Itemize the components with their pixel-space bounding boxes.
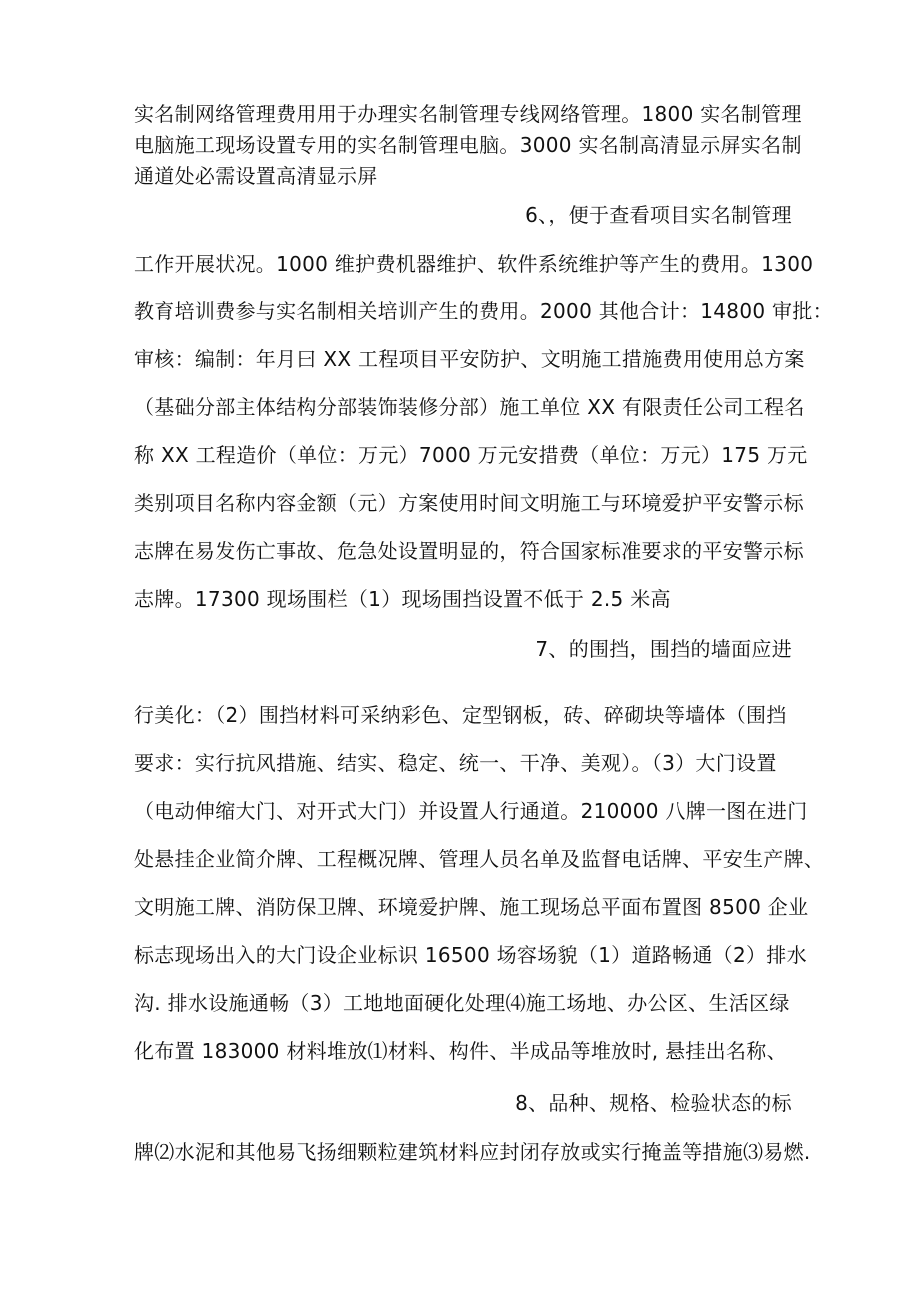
text-line: 化布置 183000 材料堆放⑴材料、构件、半成品等堆放时, 悬挂出名称、 — [134, 1039, 787, 1063]
text-line: 通道处必需设置高清显示屏 — [134, 164, 378, 188]
text-line: 志牌。17300 现场围栏（1）现场围挡设置不低于 2.5 米高 — [134, 587, 671, 611]
text-line: 牌⑵水泥和其他易飞扬细颗粒建筑材料应封闭存放或实行掩盖等措施⑶易燃. — [134, 1140, 811, 1164]
text-line: 工作开展状况。1000 维护费机器维护、软件系统维护等产生的费用。1300 — [134, 252, 814, 276]
text-line: 行美化：（2）围挡材料可采纳彩色、定型钢板，砖、碎砌块等墙体（围挡 — [134, 703, 787, 727]
section-heading-7: 7、的围挡，围挡的墙面应进 — [535, 637, 792, 661]
text-line: 称 XX 工程造价（单位：万元）7000 万元安措费（单位：万元）175 万元 — [134, 443, 808, 467]
text-line: 类别项目名称内容金额（元）方案使用时间文明施工与环境爱护平安警示标 — [134, 491, 804, 515]
text-line: （电动伸缩大门、对开式大门）并设置人行通道。210000 八牌一图在进门 — [134, 799, 808, 823]
text-line: 实名制网络管理费用用于办理实名制管理专线网络管理。1800 实名制管理 — [134, 102, 802, 126]
section-heading-6: 6、，便于查看项目实名制管理 — [525, 203, 792, 227]
text-line: 沟. 排水设施通畅（3）工地地面硬化处理⑷施工场地、办公区、生活区绿 — [134, 991, 790, 1015]
text-line: 电脑施工现场设置专用的实名制管理电脑。3000 实名制高清显示屏实名制 — [134, 133, 802, 157]
section-heading-8: 8、品种、规格、检验状态的标 — [515, 1091, 792, 1115]
text-line: 志牌在易发伤亡事故、危急处设置明显的，符合国家标准要求的平安警示标 — [134, 539, 804, 563]
text-line: 文明施工牌、消防保卫牌、环境爱护牌、施工现场总平面布置图 8500 企业 — [134, 895, 809, 919]
text-line: 审核：编制：年月曰 XX 工程项目平安防护、文明施工措施费用使用总方案 — [134, 347, 805, 371]
text-line: 教育培训费参与实名制相关培训产生的费用。2000 其他合计：14800 审批： — [134, 299, 833, 323]
text-line: 标志现场出入的大门设企业标识 16500 场容场貌（1）道路畅通（2）排水 — [134, 943, 807, 967]
text-line: 处悬挂企业简介牌、工程概况牌、管理人员名单及监督电话牌、平安生产牌、 — [134, 847, 825, 871]
text-line: （基础分部主体结构分部装饰装修分部）施工单位 XX 有限责任公司工程名 — [134, 395, 805, 419]
text-line: 要求：实行抗风措施、结实、稳定、统一、干净、美观）。（3）大门设置 — [134, 751, 777, 775]
